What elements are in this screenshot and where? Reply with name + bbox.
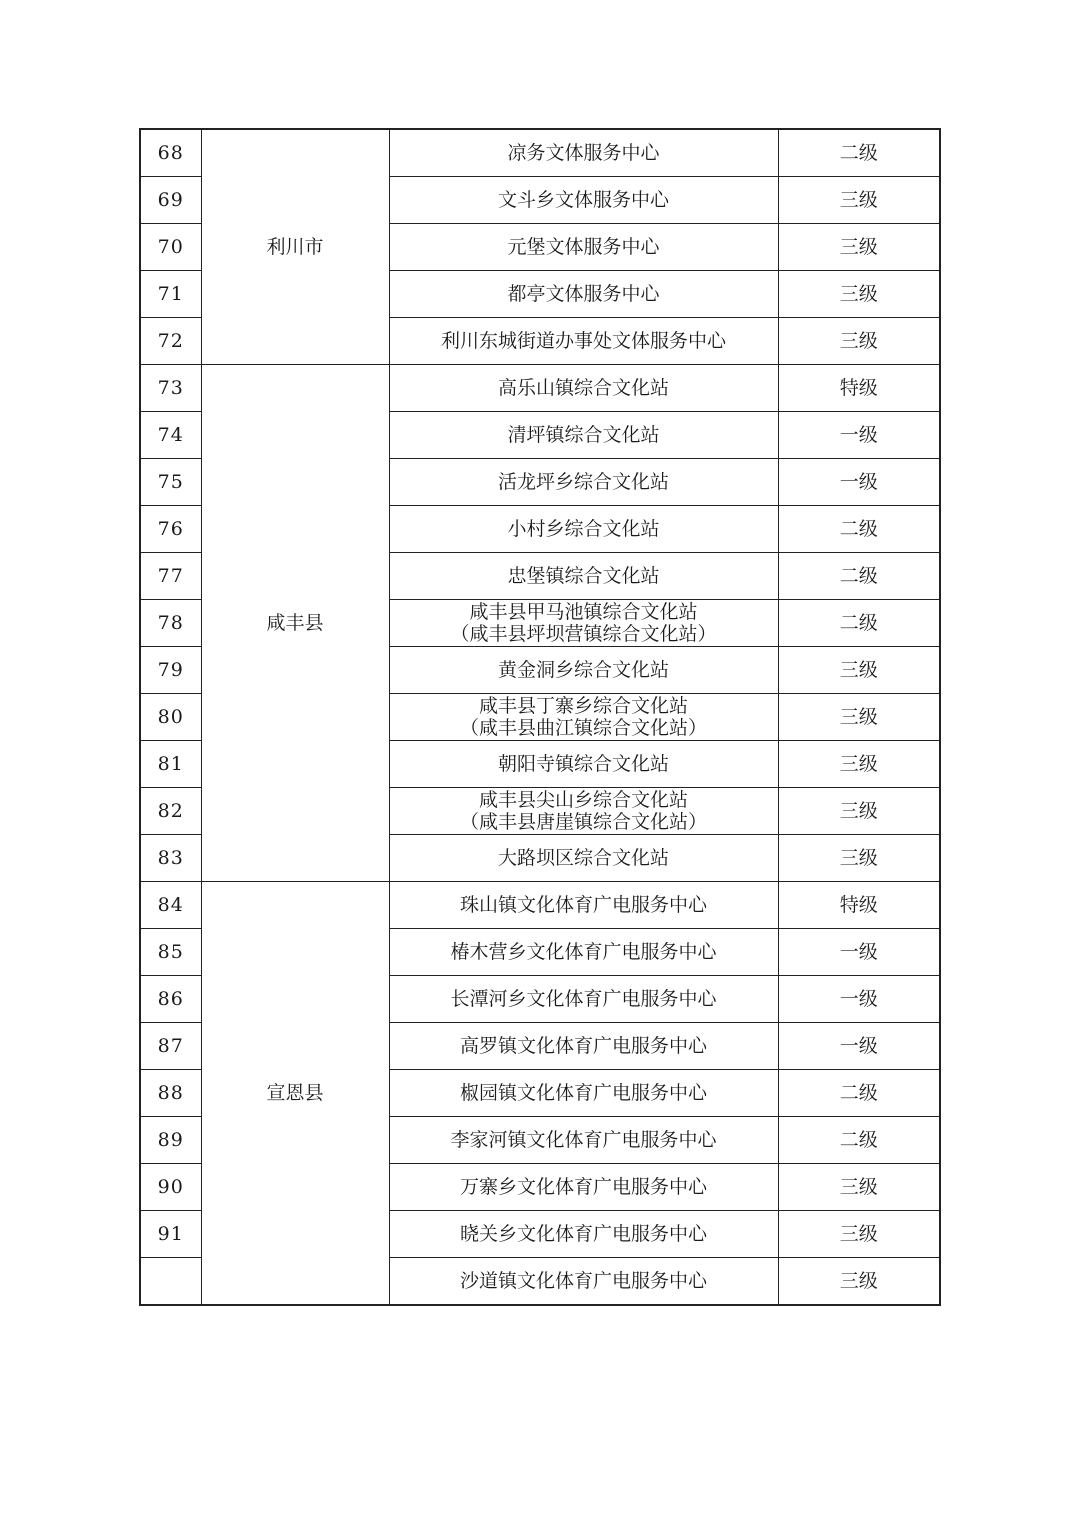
row-number: 86: [140, 976, 201, 1023]
rating-level: 三级: [778, 788, 940, 835]
row-number: 72: [140, 318, 201, 365]
row-number: 90: [140, 1164, 201, 1211]
station-name: 黄金洞乡综合文化站: [389, 647, 778, 694]
station-name: 沙道镇文化体育广电服务中心: [389, 1258, 778, 1306]
row-number: 76: [140, 506, 201, 553]
station-former-name: （咸丰县曲江镇综合文化站）: [459, 717, 707, 739]
station-name: 凉务文体服务中心: [389, 129, 778, 177]
station-name: 文斗乡文体服务中心: [389, 177, 778, 224]
row-number: 91: [140, 1211, 201, 1258]
station-name: 元堡文体服务中心: [389, 224, 778, 271]
rating-level: 三级: [778, 177, 940, 224]
station-name: 朝阳寺镇综合文化站: [389, 741, 778, 788]
row-number: [140, 1258, 201, 1306]
station-name: [389, 788, 778, 835]
row-number: 89: [140, 1117, 201, 1164]
row-number: 87: [140, 1023, 201, 1070]
row-number: 83: [140, 835, 201, 882]
rating-level: 一级: [778, 976, 940, 1023]
station-name: [389, 600, 778, 647]
station-name: 高乐山镇综合文化站: [389, 365, 778, 412]
row-number: 88: [140, 1070, 201, 1117]
station-name: 晓关乡文化体育广电服务中心: [389, 1211, 778, 1258]
station-name: 李家河镇文化体育广电服务中心: [389, 1117, 778, 1164]
rating-level: 一级: [778, 929, 940, 976]
row-number: 69: [140, 177, 201, 224]
row-number: 74: [140, 412, 201, 459]
station-former-name: （咸丰县坪坝营镇综合文化站）: [450, 623, 717, 645]
station-name-line: 咸丰县尖山乡综合文化站: [478, 789, 688, 811]
row-number: 70: [140, 224, 201, 271]
row-number: 75: [140, 459, 201, 506]
row-number: 68: [140, 129, 201, 177]
station-name-line: 咸丰县丁寨乡综合文化站: [478, 695, 688, 717]
row-number: 78: [140, 600, 201, 647]
rating-level: 特级: [778, 365, 940, 412]
station-name: 椿木营乡文化体育广电服务中心: [389, 929, 778, 976]
rating-level: 一级: [778, 459, 940, 506]
table-row: [140, 365, 940, 412]
rating-level: 三级: [778, 224, 940, 271]
rating-level: 三级: [778, 1211, 940, 1258]
rating-level: 二级: [778, 600, 940, 647]
rating-level: 二级: [778, 553, 940, 600]
rating-level: 三级: [778, 647, 940, 694]
row-number: 82: [140, 788, 201, 835]
rating-level: 二级: [778, 506, 940, 553]
rating-level: 三级: [778, 741, 940, 788]
station-name: [389, 694, 778, 741]
rating-level: 一级: [778, 412, 940, 459]
station-name: 利川东城街道办事处文体服务中心: [389, 318, 778, 365]
rating-level: 三级: [778, 835, 940, 882]
rating-level: 一级: [778, 1023, 940, 1070]
row-number: 84: [140, 882, 201, 929]
station-name: 长潭河乡文化体育广电服务中心: [389, 976, 778, 1023]
rating-level: 二级: [778, 1070, 940, 1117]
rating-level: 二级: [778, 1117, 940, 1164]
row-number: 79: [140, 647, 201, 694]
row-number: 81: [140, 741, 201, 788]
table-row: [140, 882, 940, 929]
county-cell: 咸丰县: [201, 365, 389, 882]
rating-level: 特级: [778, 882, 940, 929]
row-number: 85: [140, 929, 201, 976]
row-number: 71: [140, 271, 201, 318]
row-number: 73: [140, 365, 201, 412]
station-name: 都亭文体服务中心: [389, 271, 778, 318]
station-name: 高罗镇文化体育广电服务中心: [389, 1023, 778, 1070]
rating-level: 三级: [778, 271, 940, 318]
station-name: 小村乡综合文化站: [389, 506, 778, 553]
station-name: 忠堡镇综合文化站: [389, 553, 778, 600]
station-name: 活龙坪乡综合文化站: [389, 459, 778, 506]
station-name: 大路坝区综合文化站: [389, 835, 778, 882]
rating-level: 三级: [778, 1164, 940, 1211]
rating-level: 三级: [778, 694, 940, 741]
row-number: 77: [140, 553, 201, 600]
rating-level: 三级: [778, 318, 940, 365]
rating-level: 二级: [778, 129, 940, 177]
row-number: 80: [140, 694, 201, 741]
station-name: 万寨乡文化体育广电服务中心: [389, 1164, 778, 1211]
station-name: 清坪镇综合文化站: [389, 412, 778, 459]
table-row: [140, 129, 940, 177]
county-cell: 利川市: [201, 129, 389, 365]
county-cell: 宣恩县: [201, 882, 389, 1306]
station-former-name: （咸丰县唐崖镇综合文化站）: [459, 811, 707, 833]
station-rating-table: [139, 128, 941, 1306]
document-page: [139, 128, 939, 1306]
station-name: 椒园镇文化体育广电服务中心: [389, 1070, 778, 1117]
station-name-line: 咸丰县甲马池镇综合文化站: [469, 601, 698, 623]
rating-level: 三级: [778, 1258, 940, 1306]
station-name: 珠山镇文化体育广电服务中心: [389, 882, 778, 929]
